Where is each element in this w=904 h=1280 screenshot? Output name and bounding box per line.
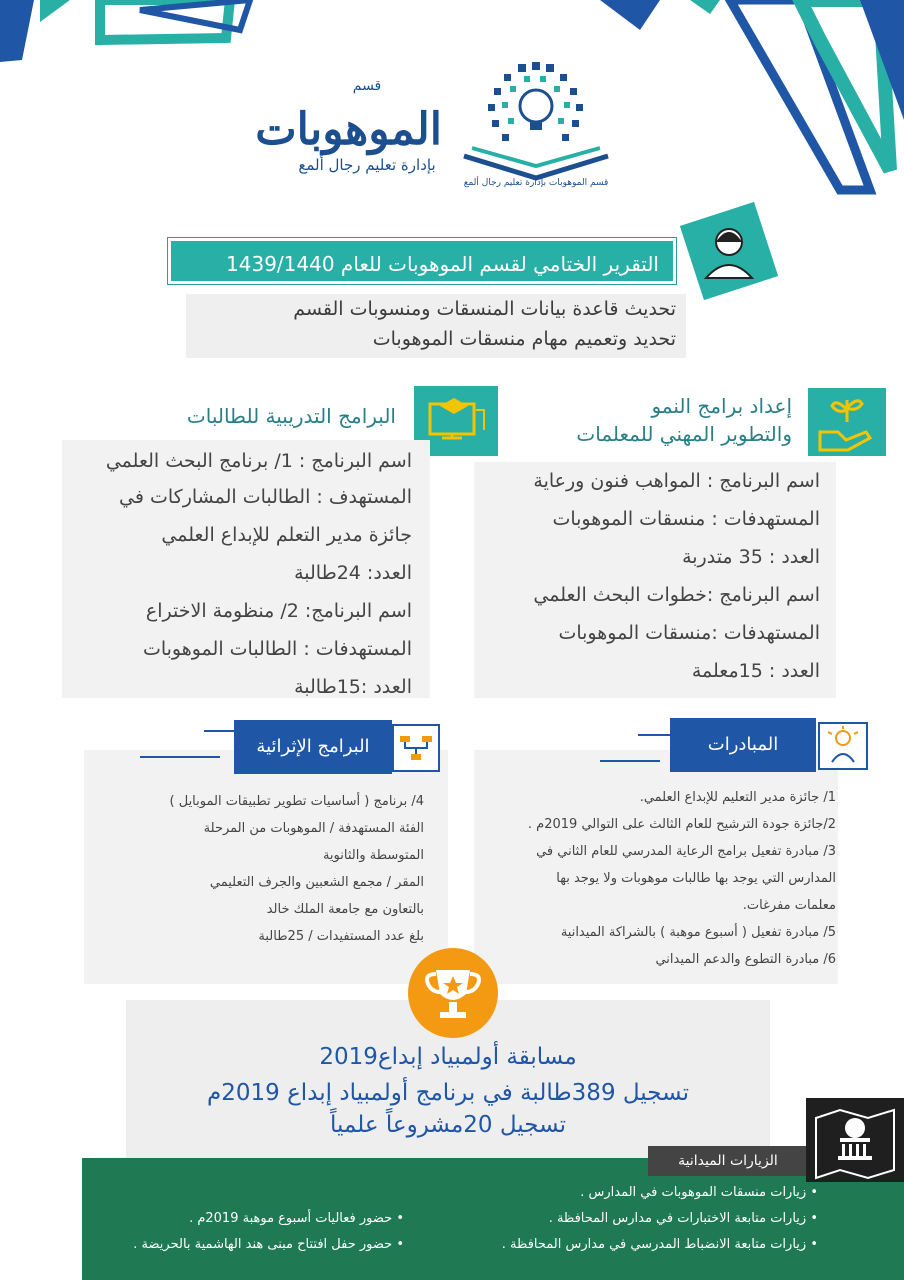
trophy-icon <box>408 948 498 1038</box>
visits-icon-box <box>806 1098 904 1182</box>
visit-item: • زيارات منسقات الموهوبات في المدارس . <box>580 1185 818 1200</box>
competition-line-1: مسابقة أولمبياد إبداع2019 <box>319 1044 577 1070</box>
enrichment-heading: البرامج الإثرائية <box>234 720 392 774</box>
enrichment-item: بالتعاون مع جامعة الملك خالد <box>266 902 424 917</box>
subtitle-box <box>186 294 686 358</box>
competition-line-2: تسجيل 389طالبة في برنامج أولمبياد إبداع 2019م <box>206 1080 690 1106</box>
emblem-caption: قسم الموهوبات بإدارة تعليم رجال ألمع <box>463 178 609 188</box>
subtitle-line-2: تحديد وتعميم مهام منسقات الموهوبات <box>372 328 676 350</box>
training-line: اسم البرنامج : 1/ برنامج البحث العلمي <box>105 450 412 472</box>
enrichment-item: بلغ عدد المستفيدات / 25طالبة <box>258 929 424 944</box>
initiative-item: المدارس التي يوجد بها طالبات موهوبات ولا يوجد بها <box>556 871 836 886</box>
report-title: التقرير الختامي لقسم الموهوبات للعام 1439/1440 <box>168 238 676 284</box>
training-line: جائزة مدير التعلم للإبداع العلمي <box>161 524 412 546</box>
initiative-item: معلمات مفرغات. <box>742 898 836 913</box>
visit-item-text: حضور فعاليات أسبوع موهبة 2019م . <box>189 1211 393 1226</box>
ribbon-line <box>140 756 220 758</box>
enrichment-item: المقر / مجمع الشعبين والجرف التعليمي <box>209 875 424 890</box>
top-left-decoration <box>0 0 260 110</box>
initiatives-list <box>480 784 836 973</box>
visit-item: • حضور فعاليات أسبوع موهبة 2019م . <box>189 1211 404 1226</box>
visit-item-text: حضور حفل افتتاح مبنى هند الهاشمية بالحريضة . <box>133 1237 393 1252</box>
enrichment-item: الفئة المستهدفة / الموهوبات من المرحلة <box>203 821 424 836</box>
field-visits-heading: الزيارات الميدانية <box>648 1146 808 1176</box>
department-emblem <box>458 60 614 190</box>
visit-item-text: زيارات منسقات الموهوبات في المدارس . <box>580 1185 807 1200</box>
training-line: المستهدف : الطالبات المشاركات في <box>119 486 412 508</box>
training-heading: البرامج التدريبية للطالبات <box>186 404 396 428</box>
visit-item-text: زيارات متابعة الانضباط المدرسي في مدارس المحافظة . <box>501 1237 807 1252</box>
growth-icon-box <box>808 388 886 456</box>
initiative-item: 5/ مبادرة تفعيل ( أسبوع موهبة ) بالشراكة الميدانية <box>560 925 836 940</box>
enrichment-icon-box <box>392 724 440 772</box>
enrichment-item: المتوسطة والثانوية <box>322 848 424 863</box>
growth-line: اسم البرنامج :خطوات البحث العلمي <box>533 584 820 606</box>
visit-item: • زيارات متابعة الانضباط المدرسي في مدارس المحافظة . <box>501 1237 818 1252</box>
building-map-icon <box>806 1098 904 1182</box>
initiative-item: 2/جائزة جودة الترشيح للعام الثالث على التوالي 2019م . <box>527 817 836 832</box>
plant-hand-icon <box>808 388 886 456</box>
growth-panel <box>474 462 836 698</box>
visit-item: • حضور حفل افتتاح مبنى هند الهاشمية بالحريضة . <box>133 1237 404 1252</box>
initiative-item: 6/ مبادرة التطوع والدعم الميداني <box>655 952 836 967</box>
growth-line: العدد : 15معلمة <box>691 660 820 682</box>
growth-line: العدد : 35 متدربة <box>682 546 820 568</box>
person-icon <box>690 212 768 290</box>
trophy-badge <box>408 948 498 1038</box>
training-line: المستهدفات : الطالبات الموهوبات <box>142 638 412 660</box>
logo-main-text: الموهوبات <box>255 104 442 155</box>
visit-item-text: زيارات متابعة الاختبارات في مدارس المحافظة . <box>548 1211 807 1226</box>
logo-sub-text: بإدارة تعليم رجال ألمع <box>298 156 436 174</box>
department-logo-text <box>255 78 442 198</box>
subtitle-line-1: تحديث قاعدة بيانات المنسقات ومنسوبات القسم <box>293 298 676 320</box>
initiative-item: 3/ مبادرة تفعيل برامج الرعاية المدرسي للعام الثاني في <box>536 844 836 859</box>
enrichment-item: 4/ برنامج ( أساسيات تطوير تطبيقات الموبايل ) <box>169 794 424 809</box>
growth-line: المستهدفات :منسقات الموهوبات <box>558 622 820 644</box>
growth-heading-line-2: والتطوير المهني للمعلمات <box>576 422 792 446</box>
brain-book-icon <box>458 60 614 190</box>
visit-item: • زيارات متابعة الاختبارات في مدارس المحافظة . <box>548 1211 818 1226</box>
visits-left-list <box>133 1206 404 1258</box>
initiatives-icon-box <box>818 722 868 770</box>
training-line: العدد :15طالبة <box>294 676 412 696</box>
workflow-icon <box>394 726 438 770</box>
initiative-item: 1/ جائزة مدير التعليم للإبداع العلمي. <box>639 790 836 805</box>
training-line: اسم البرنامج: 2/ منظومة الاختراع <box>145 600 412 622</box>
growth-heading-line-1: إعداد برامج النمو <box>651 394 792 418</box>
person-badge <box>680 202 778 300</box>
growth-heading <box>492 392 792 448</box>
top-right-decoration <box>600 0 904 200</box>
competition-line-3: تسجيل 20مشروعاً علمياً <box>330 1112 566 1138</box>
enrichment-list <box>84 788 424 950</box>
growth-line: المستهدفات : منسقات الموهوبات <box>552 508 820 530</box>
field-visits-panel <box>82 1158 904 1280</box>
training-line: العدد: 24طالبة <box>294 562 412 584</box>
idea-person-icon <box>820 724 866 768</box>
training-panel <box>62 440 430 698</box>
growth-line: اسم البرنامج : المواهب فنون ورعاية <box>533 470 820 492</box>
logo-small-text: قسم <box>352 78 382 94</box>
initiatives-heading: المبادرات <box>670 718 816 772</box>
visits-right-list <box>502 1180 818 1258</box>
ribbon-line <box>600 760 660 762</box>
